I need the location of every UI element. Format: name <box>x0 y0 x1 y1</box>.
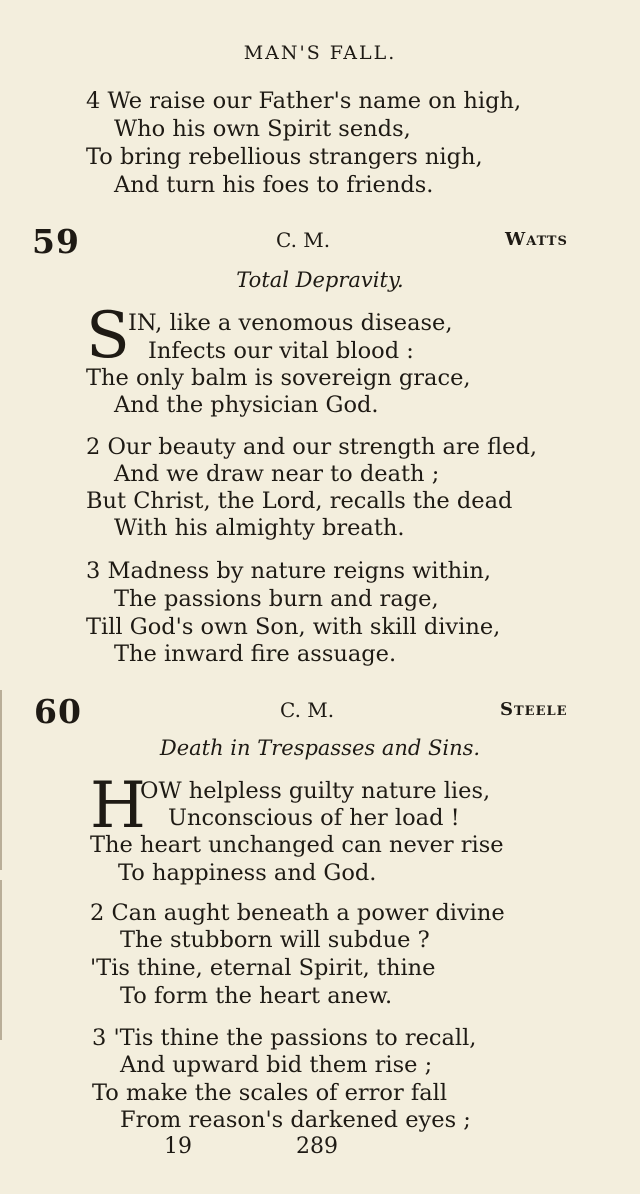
drop-cap: H <box>90 769 146 843</box>
verse-line: And upward bid them rise ; <box>120 1052 433 1078</box>
verse-line: 3 Madness by nature reigns within, <box>86 558 491 584</box>
verse-line: To bring rebellious strangers nigh, <box>86 144 483 170</box>
verse-line: Who his own Spirit sends, <box>114 116 411 142</box>
verse-line: And we draw near to death ; <box>114 461 440 487</box>
hymn-author: Steele <box>500 699 568 720</box>
page-number: 289 <box>296 1134 338 1159</box>
verse-line: The inward fire assuage. <box>114 641 397 667</box>
verse-line: And turn his foes to friends. <box>114 172 434 198</box>
verse-line: 4 We raise our Father's name on high, <box>86 88 522 114</box>
verse-line: To happiness and God. <box>118 860 377 886</box>
verse-line: From reason's darkened eyes ; <box>120 1107 471 1133</box>
hymn-meter: C. M. <box>276 228 331 252</box>
verse-line: 3 'Tis thine the passions to recall, <box>92 1025 477 1051</box>
verse-line: 'Tis thine, eternal Spirit, thine <box>90 955 436 981</box>
verse-line: And the physician God. <box>114 392 379 418</box>
page-edge-shadow <box>0 880 2 1040</box>
verse-line: The only balm is sovereign grace, <box>86 365 471 391</box>
verse-line: The stubborn will subdue ? <box>120 927 430 953</box>
hymn-number: 60 <box>34 692 82 731</box>
verse-line: IN, like a venomous disease, <box>128 310 453 336</box>
verse-line: OW helpless guilty nature lies, <box>140 778 491 804</box>
hymn-title: Total Depravity. <box>236 268 404 292</box>
page-edge-shadow <box>0 690 2 870</box>
hymn-meter: C. M. <box>280 698 335 722</box>
verse-line: Infects our vital blood : <box>148 338 414 364</box>
verse-line: But Christ, the Lord, recalls the dead <box>86 488 513 514</box>
verse-line: 2 Our beauty and our strength are fled, <box>86 434 537 460</box>
hymn-number: 59 <box>32 222 80 261</box>
hymn-author: Watts <box>505 229 568 250</box>
verse-line: With his almighty breath. <box>114 515 405 541</box>
verse-line: Unconscious of her load ! <box>168 805 460 831</box>
drop-cap: S <box>86 299 130 373</box>
verse-line: The passions burn and rage, <box>114 586 439 612</box>
verse-line: To form the heart anew. <box>120 983 393 1009</box>
verse-line: 2 Can aught beneath a power divine <box>90 900 505 926</box>
verse-line: The heart unchanged can never rise <box>90 832 504 858</box>
signature-mark: 19 <box>164 1134 192 1159</box>
verse-line: To make the scales of error fall <box>92 1080 448 1106</box>
hymn-title: Death in Trespasses and Sins. <box>159 736 481 760</box>
verse-line: Till God's own Son, with skill divine, <box>86 614 501 640</box>
running-head: MAN'S FALL. <box>243 42 397 64</box>
